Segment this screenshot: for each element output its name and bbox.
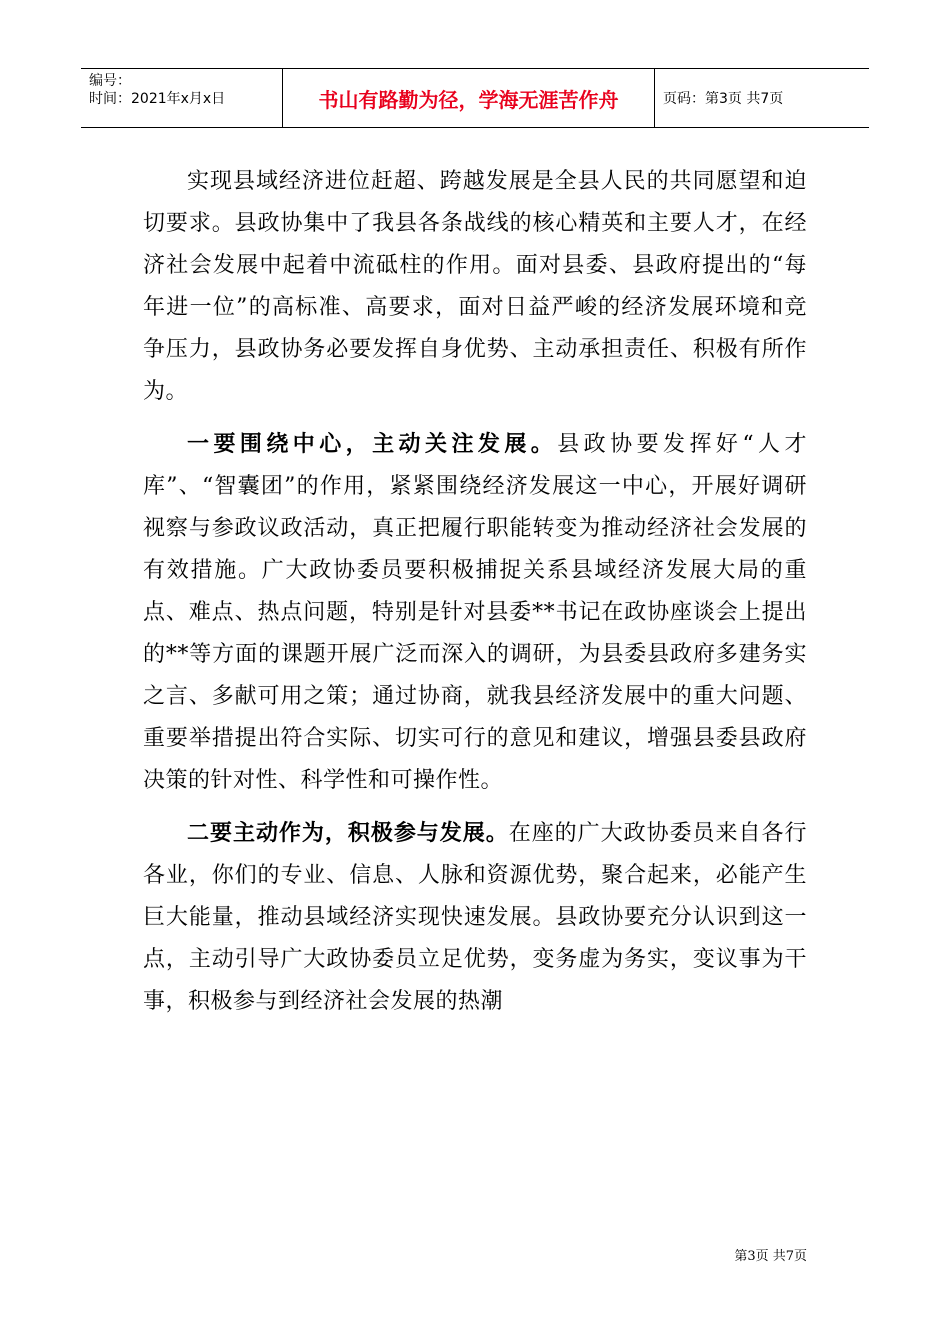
paragraph-text: 县政协要发挥好“人才库”、“智囊团”的作用，紧紧围绕经济发展这一中心，开展好调研视察与参政议政活动，真正把履行职能转变为推动经济社会发展的有效措施。广大政协委员要积极捕捉关系县域经济发展大局的重点、难点、热点问题，特别是针对县委**书记在政协座谈会上提出的**等方面的课题开展广泛而深入的调研，为县委县政府多建务实之言、多献可用之策；通过协商，就我县经济发展中的重大问题、重要举措提出符合实际、切实可行的意见和建议，增强县委县政府决策的针对性、科学性和可操作性。 [143, 432, 807, 793]
footer-page-number: 第3页 共7页 [734, 1249, 807, 1264]
paragraph-lead: 一要围绕中心，主动关注发展。 [187, 431, 558, 457]
page-header [81, 68, 869, 128]
header-meta-cell [81, 69, 283, 127]
document-date-label: 时间：2021年x月x日 [89, 91, 226, 107]
paragraph-text: 实现县域经济进位赶超、跨越发展是全县人民的共同愿望和迫切要求。县政协集中了我县各条战线的核心精英和主要人才，在经济社会发展中起着中流砥柱的作用。面对县委、县政府提出的“每年进一位”的高标准、高要求，面对日益严峻的经济发展环境和竞争压力，县政协务必要发挥自身优势、主动承担责任、积极有所作为。 [143, 169, 807, 404]
header-motto: 书山有路勤为径，学海无涯苦作舟 [283, 69, 655, 127]
paragraph-text: 在座的广大政协委员来自各行各业，你们的专业、信息、人脉和资源优势，聚合起来，必能产生巨大能量，推动县域经济实现快速发展。县政协要充分认识到这一点，主动引导广大政协委员立足优势，变务虚为务实，变议事为干事，积极参与到经济社会发展的热潮 [143, 821, 807, 1014]
paragraph-intro [143, 160, 807, 413]
document-number-label: 编号： [89, 73, 131, 89]
header-page-number: 页码：第3页 共7页 [663, 91, 784, 107]
paragraph-lead: 二要主动作为，积极参与发展。 [187, 820, 509, 846]
document-body [143, 160, 807, 1033]
paragraph-point-one [143, 423, 807, 802]
paragraph-point-two [143, 812, 807, 1023]
